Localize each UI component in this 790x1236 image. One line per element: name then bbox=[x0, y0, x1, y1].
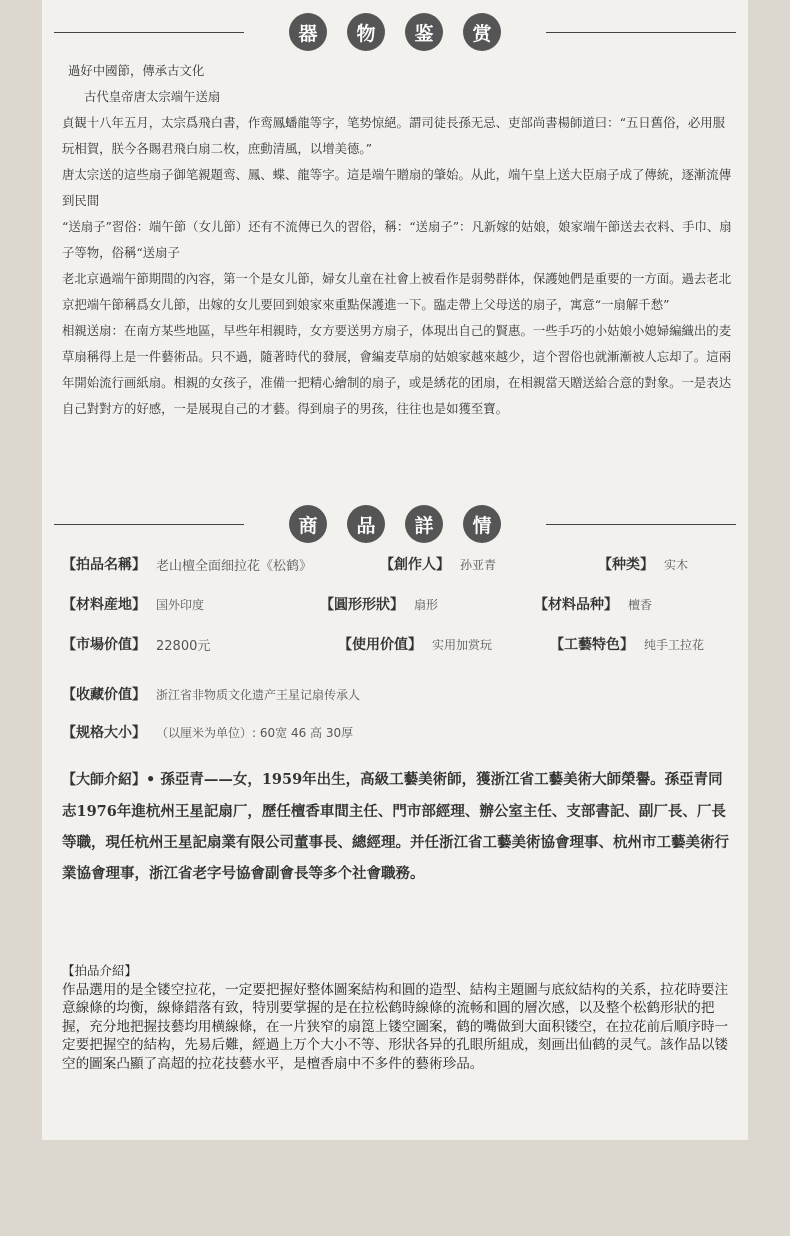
detail-label: 【創作人】 bbox=[380, 557, 450, 573]
detail-value: 国外印度 bbox=[156, 597, 205, 612]
detail-label: 【市場价值】 bbox=[62, 637, 146, 653]
header-rule-right bbox=[546, 32, 736, 33]
header-char: 情 bbox=[463, 505, 501, 543]
detail-field-use bbox=[338, 634, 492, 654]
detail-field-shape bbox=[320, 594, 438, 614]
header-char: 商 bbox=[289, 505, 327, 543]
header-rule-left bbox=[54, 524, 244, 525]
intro-paragraph: 貞観十八年五月，太宗爲飛白書，作鸾鳳蟠龍等字，笔势惊絕。謂司徒長孫无忌、吏部尚書楊師道曰：“五日舊俗，必用服玩相賀，朕今各賜君飛白扇二枚，庶動清風，以增美德。” bbox=[62, 115, 726, 156]
detail-label: 【种类】 bbox=[598, 557, 654, 573]
detail-value: 22800元 bbox=[156, 638, 211, 654]
header-char: 鉴 bbox=[405, 13, 443, 51]
detail-row bbox=[62, 592, 732, 616]
work-label: 【拍品介紹】 bbox=[62, 963, 138, 978]
header-char: 詳 bbox=[405, 505, 443, 543]
intro-text bbox=[62, 58, 732, 422]
header-char: 赏 bbox=[463, 13, 501, 51]
header-circles bbox=[289, 13, 501, 51]
detail-field-creator bbox=[380, 554, 496, 574]
header-circles bbox=[289, 505, 501, 543]
detail-label: 【规格大小】 bbox=[62, 725, 146, 741]
detail-field-size bbox=[62, 722, 353, 742]
detail-field-kind bbox=[598, 554, 688, 574]
detail-value: 檀香 bbox=[628, 597, 653, 612]
detail-label: 【材料品种】 bbox=[534, 597, 618, 613]
detail-value: 扇形 bbox=[414, 597, 439, 612]
detail-label: 【使用价值】 bbox=[338, 637, 422, 653]
intro-paragraph: 相親送扇：在南方某些地區，早些年相親時，女方要送男方扇子，体現出自己的賢惠。一些手巧的小姑娘小媳婦編織出的麦草扇稱得上是一件藝術品。只不過，隨著時代的發展，會編麦草扇的姑娘家越來越少，這个習俗也就漸漸被人忘却了。這兩年開始流行画紙扇。相親的女孩子，准備一把精心繪制的扇子，或是綉花的团扇，在相親當天贈送給合意的對象。一是表达自己對對方的好感，一是展現自己的才藝。得到扇子的男孩，往往也是如獲至寶。 bbox=[62, 323, 732, 416]
master-label: 【大師介紹】 bbox=[62, 772, 146, 788]
detail-field-craft bbox=[550, 634, 704, 654]
detail-row bbox=[62, 632, 732, 656]
detail-field-material bbox=[534, 594, 652, 614]
detail-value: 浙江省非物质文化遗产王星记扇传承人 bbox=[156, 687, 361, 702]
detail-row bbox=[62, 552, 732, 576]
master-intro bbox=[62, 764, 732, 889]
intro-paragraph: 老北京過端午節期間的內容，第一个是女儿節，婦女儿童在社會上被看作是弱勢群体，保護她們是重要的一方面。過去老北京把端午節稱爲女儿節，出嫁的女儿要回到娘家來重點保護進一下。臨走帶上父母送的扇子，寓意“一扇解千愁” bbox=[62, 271, 732, 312]
page-card bbox=[42, 0, 748, 1140]
detail-field-market bbox=[62, 634, 210, 654]
work-text: 作品選用的是全镂空拉花，一定要把握好整体圖案結构和圓的造型、結构主題圖与底紋結构的关系，拉花時要注意線條的均衡，線條錯落有致，特別要掌握的是在拉松鹤時線條的流畅和圓的層次感，以及整个松鹤形狀的把握，充分地把握技藝均用横線條，在一片狭窄的扇箆上镂空圖案，鹤的嘴做到大面积镂空，在拉花前后順序時一定要把握空的結构，先易后難，經過上万个大小不等、形狀各异的孔眼所組成，刻画出仙鹤的灵气。該作品以镂空的圖案凸顯了高超的拉花技藝水平，是檀香扇中不多件的藝術珍品。 bbox=[62, 981, 729, 1072]
intro-paragraph: 古代皇帝唐太宗端午送扇 bbox=[84, 89, 221, 104]
detail-value: （以厘米为单位）: 60宽 46 高 30厚 bbox=[156, 725, 354, 740]
intro-paragraph: “送扇子”習俗：端午節（女儿節）还有不流傳已久的習俗，稱：“送扇子”：凡新嫁的姑娘，娘家端午節送去衣料、手巾、扇子等物，俗稱“送扇子 bbox=[62, 219, 732, 260]
detail-row bbox=[62, 720, 732, 744]
detail-value: 孙亚青 bbox=[460, 557, 497, 572]
detail-label: 【收藏价值】 bbox=[62, 687, 146, 703]
header-char: 品 bbox=[347, 505, 385, 543]
detail-field-origin bbox=[62, 594, 204, 614]
detail-value: 老山檀全面细拉花《松鹤》 bbox=[156, 558, 313, 574]
section-header-appreciation bbox=[42, 2, 748, 62]
detail-field-name bbox=[62, 554, 312, 574]
detail-label: 【材料産地】 bbox=[62, 597, 146, 613]
work-intro bbox=[62, 962, 732, 1073]
detail-row bbox=[62, 682, 732, 706]
detail-label: 【工藝特色】 bbox=[550, 637, 634, 653]
detail-value: 纯手工拉花 bbox=[644, 637, 705, 652]
detail-value: 实木 bbox=[664, 557, 689, 572]
intro-paragraph: 過好中國節，傳承古文化 bbox=[68, 63, 205, 78]
header-rule-right bbox=[546, 524, 736, 525]
master-text: • 孫亞青——女，1959年出生，高級工藝美術師，獲浙江省工藝美術大師榮譽。孫亞青同志1976年進杭州王星記扇厂，歷任檀香車間主任、門市部經理、辦公室主任、支部書記、副厂長、厂長等職，現任杭州王星記扇業有限公司董事長、總經理。并任浙江省工藝美術協會理事、杭州市工藝美術行業協會理事，浙江省老字号協會副會長等多个社會職務。 bbox=[62, 771, 729, 882]
header-char: 器 bbox=[289, 13, 327, 51]
header-char: 物 bbox=[347, 13, 385, 51]
detail-value: 实用加赏玩 bbox=[432, 637, 493, 652]
section-header-details bbox=[42, 494, 748, 554]
intro-paragraph: 唐太宗送的這些扇子御笔親題鸾、鳳、蝶、龍等字。這是端午贈扇的肇始。从此，端午皇上送大臣扇子成了傳統，逐漸流傳到民間 bbox=[62, 167, 732, 208]
detail-field-collect bbox=[62, 684, 360, 704]
detail-label: 【圓形形狀】 bbox=[320, 597, 404, 613]
detail-label: 【拍品名稱】 bbox=[62, 557, 146, 573]
header-rule-left bbox=[54, 32, 244, 33]
